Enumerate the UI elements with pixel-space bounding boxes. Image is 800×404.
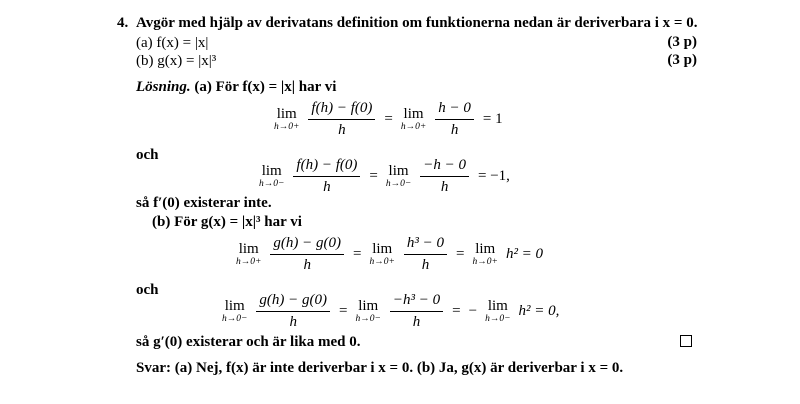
answer-line (136, 359, 623, 377)
equation-tail: h² = 0 (505, 246, 544, 262)
och-connector: och (136, 282, 159, 298)
minus-sign: − (468, 303, 478, 319)
limit-operator: lim h→0+ (236, 241, 262, 267)
fraction-difference-quotient: $\frac{g(h) - g(0)}{h}$ (270, 235, 344, 274)
part-a-points: (3 p) (667, 34, 697, 50)
solution-label: Lösning. (136, 79, 191, 95)
fraction-simplified: $\frac{-h - 0}{h}$ (420, 157, 469, 196)
limit-operator: lim h→0− (355, 298, 381, 324)
equals-sign: = (456, 246, 465, 262)
equation-result: = 1 (482, 111, 503, 127)
limit-operator: lim h→0+ (400, 106, 427, 132)
equals-sign: = (384, 111, 393, 127)
problem-number: 4. (117, 15, 129, 31)
limit-operator: lim h→0+ (369, 241, 395, 267)
fraction-difference-quotient: $\frac{g(h) - g(0)}{h}$ (256, 292, 330, 331)
solution-heading (136, 78, 336, 96)
fraction-simplified: $\frac{h - 0}{h}$ (435, 100, 474, 139)
och-connector: och (136, 147, 159, 163)
fraction-simplified: $\frac{\text{−h³ − 0}}{h}$ (390, 292, 443, 331)
limit-operator: lim h→0− (259, 163, 285, 189)
limit-operator: lim h→0+ (472, 241, 498, 267)
equals-sign: = (353, 246, 362, 262)
part-b-function: (b) g(x) = |x|³ (136, 53, 217, 69)
equals-sign: = (452, 303, 461, 319)
part-a-function: (a) f(x) = |x| (136, 35, 209, 51)
fraction-simplified: $\frac{\text{h³ − 0}}{h}$ (404, 235, 447, 274)
limit-operator: lim h→0− (385, 163, 412, 189)
qed-box-icon (680, 335, 692, 347)
part-a-intro: (a) För f(x) = |x| har vi (194, 79, 337, 95)
part-b-intro: (b) För g(x) = |x|³ har vi (152, 214, 302, 230)
equation-limit-right-g (232, 235, 547, 274)
equals-sign: = (369, 168, 378, 184)
fraction-difference-quotient: $\frac{f(h) - f(0)}{h}$ (293, 157, 360, 196)
equation-limit-left-g (218, 292, 563, 331)
part-a-conclusion: så f′(0) existerar inte. (136, 195, 272, 211)
answer-text: (a) Nej, f(x) är inte deriverbar i x = 0. (b) Ja, g(x) är deriverbar i x = 0. (174, 360, 624, 376)
fraction-difference-quotient: $\frac{f(h) - f(0)}{h}$ (308, 100, 375, 139)
equals-sign: = (339, 303, 348, 319)
limit-operator: lim h→0− (485, 298, 511, 324)
limit-operator: lim h→0− (222, 298, 248, 324)
equation-result: = −1, (478, 168, 510, 184)
answer-label: Svar: (136, 360, 171, 376)
part-b-points: (3 p) (667, 52, 697, 68)
limit-operator: lim h→0+ (274, 106, 300, 132)
equation-limit-left-f (255, 157, 514, 196)
equation-tail: h² = 0, (518, 303, 560, 319)
problem-statement: Avgör med hjälp av derivatans definition om funktionerna nedan är deriverbara i x = 0. (136, 15, 698, 31)
part-b-conclusion: så g′(0) existerar och är lika med 0. (136, 334, 361, 350)
equation-limit-right-f (270, 100, 507, 139)
